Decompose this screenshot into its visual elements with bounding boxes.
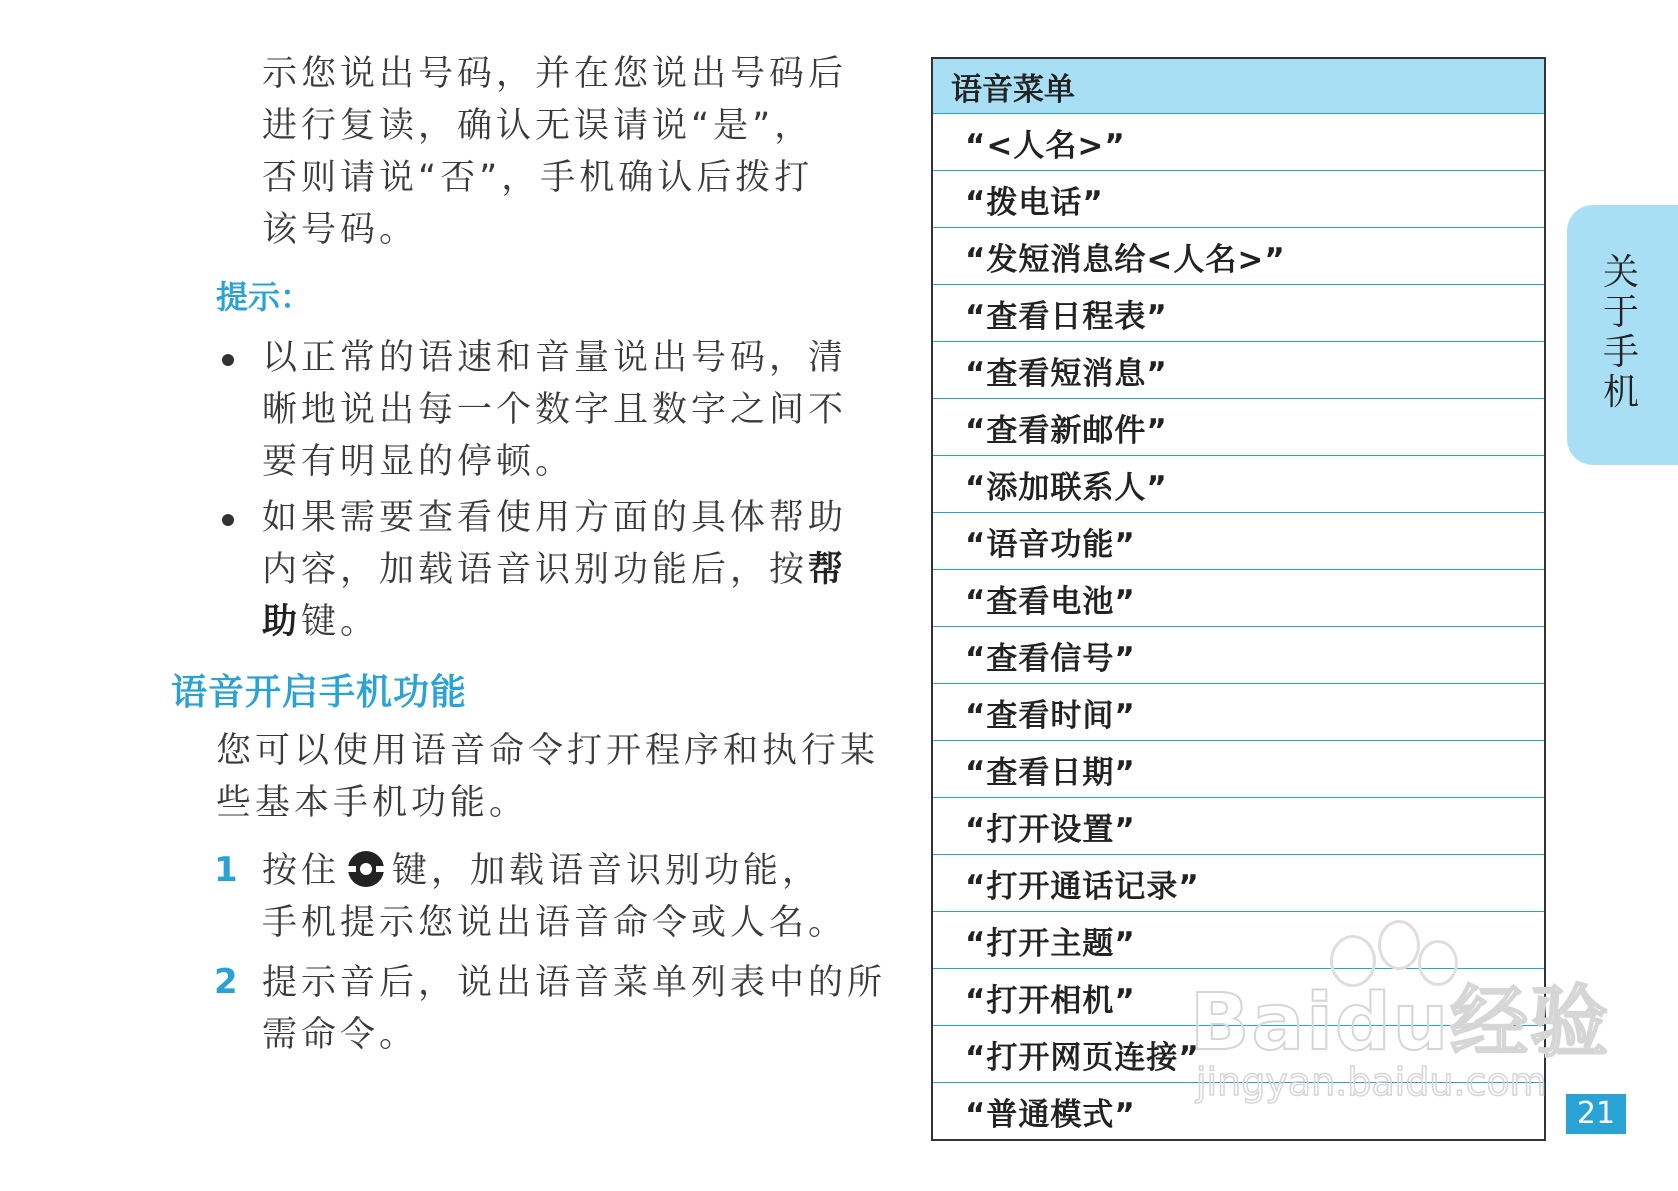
text-line: 示您说出号码，并在您说出号码后 <box>262 54 848 94</box>
tip-label: 提示： <box>216 278 313 316</box>
text-fragment: 键。 <box>301 602 380 642</box>
watermark-url: jingyan.baidu.com <box>1196 1060 1547 1104</box>
table-row <box>932 798 1545 855</box>
table-row <box>932 513 1545 570</box>
text-line: 否则请说“否”，手机确认后拨打 <box>262 158 814 198</box>
step-number: 1 <box>214 850 238 890</box>
text-line: 手机提示您说出语音命令或人名。 <box>262 903 848 943</box>
help-key-label: 帮 <box>808 550 848 590</box>
chapter-tab <box>1567 205 1678 465</box>
table-row <box>932 171 1545 228</box>
menu-item: “打开通话记录” <box>932 855 1545 912</box>
voice-key-icon <box>348 851 384 887</box>
bullet-item-2 <box>262 492 847 648</box>
menu-item: “打开设置” <box>932 798 1545 855</box>
bullet-icon <box>222 354 234 366</box>
table-row <box>932 285 1545 342</box>
text-line <box>262 845 847 897</box>
menu-item: “打开主题” <box>932 912 1545 969</box>
menu-item: “查看日程表” <box>932 285 1545 342</box>
tab-char: 关 <box>1602 252 1639 293</box>
tab-char: 于 <box>1602 292 1639 333</box>
tab-char: 机 <box>1602 372 1639 413</box>
text-line: 您可以使用语音命令打开程序和执行某 <box>216 731 880 771</box>
table-row <box>932 855 1545 912</box>
table-row <box>932 684 1545 741</box>
table-row <box>932 570 1545 627</box>
text-line: 晰地说出每一个数字且数字之间不 <box>262 390 848 430</box>
menu-item: “拨电话” <box>932 171 1545 228</box>
table-row <box>932 456 1545 513</box>
text-line: 进行复读，确认无误请说“是”， <box>262 106 814 146</box>
help-key-label: 助 <box>262 602 302 642</box>
text-line: 提示音后，说出语音菜单列表中的所 <box>262 963 887 1003</box>
step-number: 2 <box>214 962 238 1002</box>
text-line <box>262 596 847 648</box>
table-row <box>932 627 1545 684</box>
table-header: 语音菜单 <box>932 58 1545 114</box>
step-1 <box>262 845 847 949</box>
chapter-tab-label <box>1601 253 1641 413</box>
menu-item: “添加联系人” <box>932 456 1545 513</box>
watermark-logo: Baidu经验 <box>1190 978 1611 1068</box>
menu-item: “<人名>” <box>932 114 1545 171</box>
menu-item: “查看日期” <box>932 741 1545 798</box>
tab-char: 手 <box>1602 332 1639 373</box>
menu-item: “语音功能” <box>932 513 1545 570</box>
table-row <box>932 342 1545 399</box>
text-line: 以正常的语速和音量说出号码，清 <box>262 338 848 378</box>
table-row <box>932 399 1545 456</box>
text-fragment: 按住 <box>262 851 341 891</box>
menu-item: “查看短消息” <box>932 342 1545 399</box>
intro-paragraph <box>216 725 879 829</box>
bullet-icon <box>222 514 234 526</box>
bullet-item-1 <box>262 332 847 488</box>
menu-item: “查看新邮件” <box>932 399 1545 456</box>
page-number: 21 <box>1566 1094 1626 1134</box>
menu-item: “查看时间” <box>932 684 1545 741</box>
table-row <box>932 228 1545 285</box>
menu-item: “普通模式” <box>965 1096 1136 1133</box>
paragraph-continued <box>262 48 847 256</box>
menu-item: “打开相机” <box>932 969 1545 1026</box>
menu-item: “发短消息给<人名>” <box>932 228 1545 285</box>
text-line <box>262 544 847 596</box>
step-2 <box>262 957 886 1061</box>
section-heading: 语音开启手机功能 <box>171 671 468 713</box>
text-fragment: 键，加载语音识别功能， <box>392 851 822 891</box>
text-line: 要有明显的停顿。 <box>262 442 575 482</box>
text-line: 需命令。 <box>262 1015 419 1055</box>
text-line: 该号码。 <box>262 210 419 250</box>
text-line: 些基本手机功能。 <box>216 783 529 823</box>
text-fragment: 内容，加载语音识别功能后，按 <box>262 550 809 590</box>
table-row <box>932 114 1545 171</box>
text-line: 如果需要查看使用方面的具体帮助 <box>262 498 848 538</box>
menu-item: “查看信号” <box>932 627 1545 684</box>
menu-item: “查看电池” <box>932 570 1545 627</box>
menu-item: “打开网页连接” <box>932 1026 1545 1083</box>
table-row <box>932 741 1545 798</box>
